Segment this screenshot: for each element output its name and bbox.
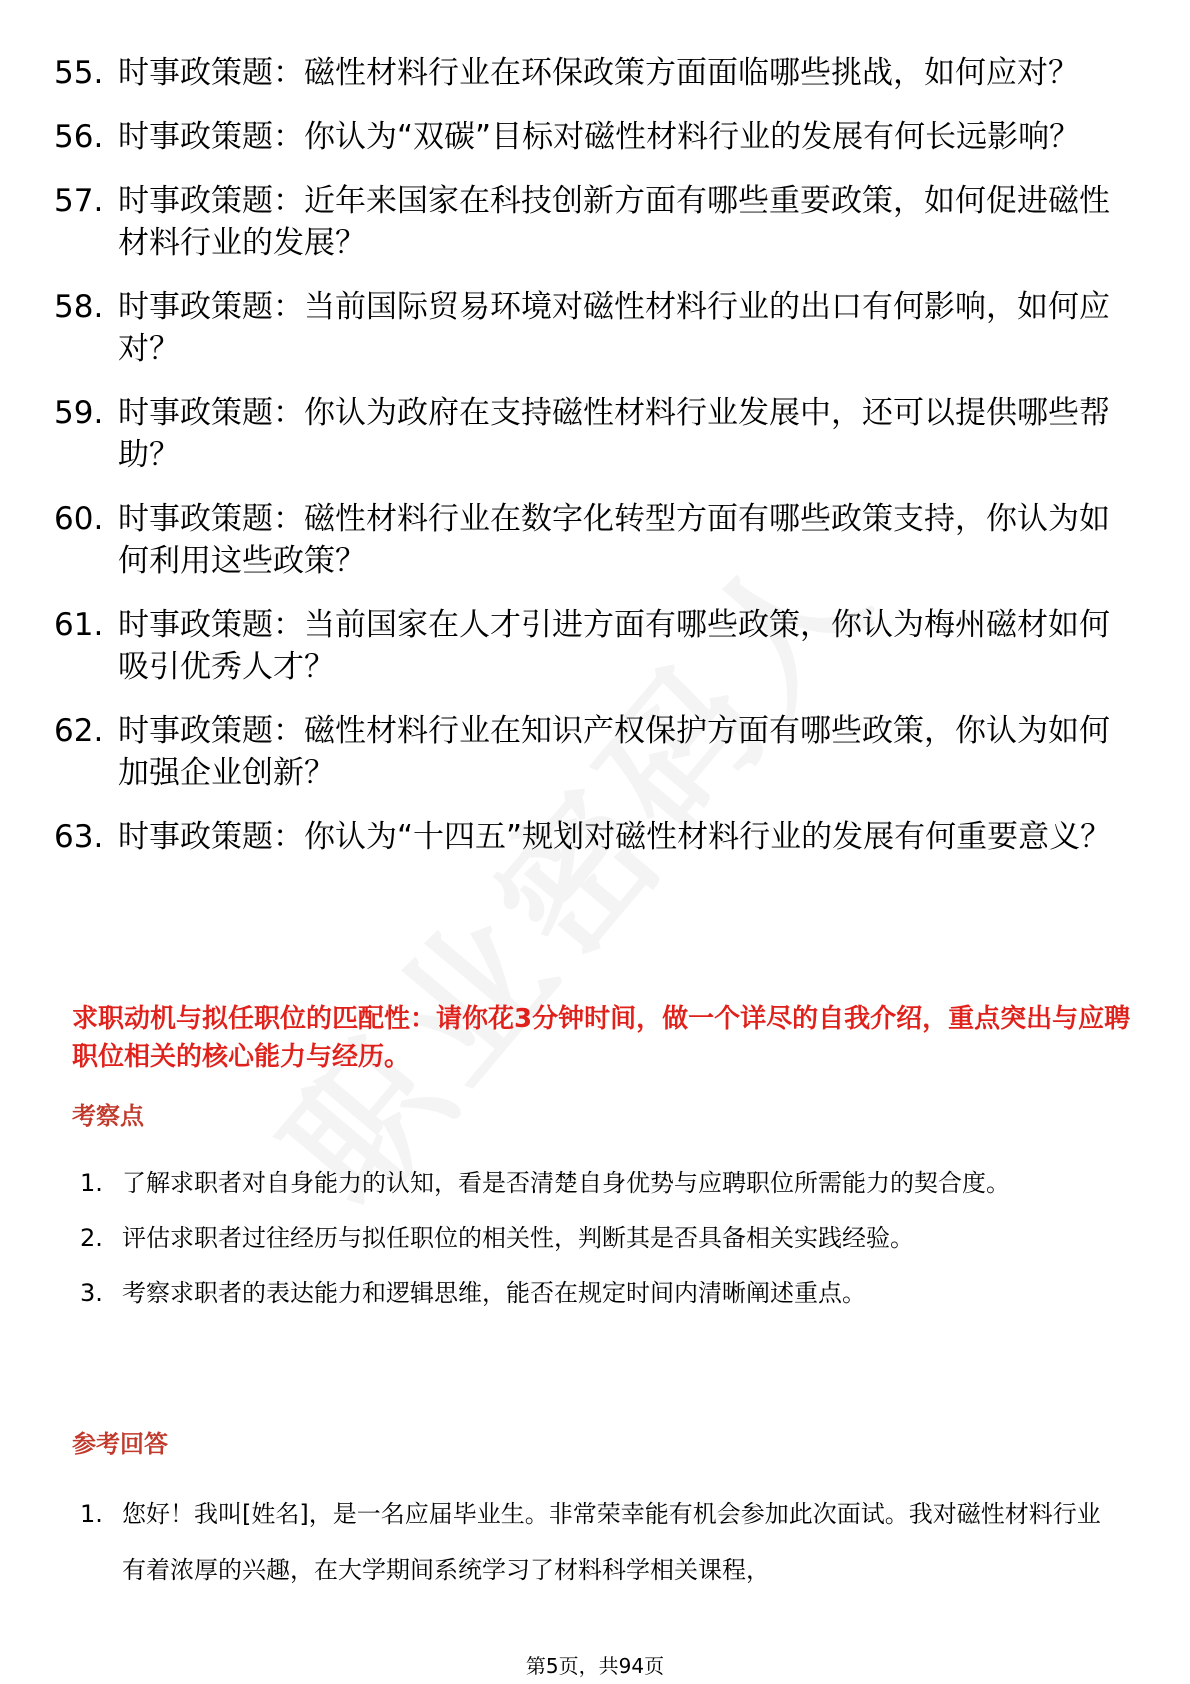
question-number: 63. xyxy=(54,819,104,855)
question-item xyxy=(54,180,1134,264)
question-text: 时事政策题：当前国家在人才引进方面有哪些政策，你认为梅州磁材如何吸引优秀人才？ xyxy=(118,607,1110,685)
question-number: 57. xyxy=(54,183,104,219)
question-number: 55. xyxy=(54,55,104,91)
list-item xyxy=(80,1156,1120,1211)
question-number: 56. xyxy=(54,119,104,155)
question-number: 58. xyxy=(54,289,104,325)
question-text: 时事政策题：磁性材料行业在环保政策方面面临哪些挑战，如何应对？ xyxy=(118,55,1079,91)
question-item xyxy=(54,816,1134,858)
question-text: 时事政策题：磁性材料行业在数字化转型方面有哪些政策支持，你认为如何利用这些政策？ xyxy=(118,501,1110,579)
question-text: 时事政策题：近年来国家在科技创新方面有哪些重要政策，如何促进磁性材料行业的发展？ xyxy=(118,183,1110,261)
question-item xyxy=(54,604,1134,688)
question-number: 62. xyxy=(54,713,104,749)
question-item xyxy=(54,116,1134,158)
list-text: 考察求职者的表达能力和逻辑思维，能否在规定时间内清晰阐述重点。 xyxy=(122,1279,866,1307)
question-item xyxy=(54,498,1134,582)
list-item xyxy=(80,1211,1120,1266)
question-text: 时事政策题：你认为政府在支持磁性材料行业发展中，还可以提供哪些帮助？ xyxy=(118,395,1110,473)
interview-prompt: 求职动机与拟任职位的匹配性：请你花3分钟时间，做一个详尽的自我介绍，重点突出与应聘职位相关的核心能力与经历。 xyxy=(72,1004,1131,1072)
question-text: 时事政策题：你认为“双碳”目标对磁性材料行业的发展有何长远影响？ xyxy=(118,119,1081,155)
answer-section-title: 参考回答 xyxy=(72,1430,168,1458)
observe-list xyxy=(80,1156,1120,1321)
list-number: 1. xyxy=(80,1169,103,1197)
question-item xyxy=(54,392,1134,476)
question-number: 60. xyxy=(54,501,104,537)
question-item xyxy=(54,52,1134,94)
page-footer: 第5页，共94页 xyxy=(525,1654,665,1678)
list-text: 了解求职者对自身能力的认知，看是否清楚自身优势与应聘职位所需能力的契合度。 xyxy=(122,1169,1010,1197)
list-text: 评估求职者过往经历与拟任职位的相关性，判断其是否具备相关实践经验。 xyxy=(122,1224,914,1252)
list-item xyxy=(80,1486,1120,1598)
list-number: 1. xyxy=(80,1500,103,1528)
list-number: 3. xyxy=(80,1279,103,1307)
question-item xyxy=(54,710,1134,794)
question-item xyxy=(54,286,1134,370)
answer-list xyxy=(80,1486,1120,1598)
question-list xyxy=(54,52,1134,880)
question-text: 时事政策题：当前国际贸易环境对磁性材料行业的出口有何影响，如何应对？ xyxy=(118,289,1110,367)
list-number: 2. xyxy=(80,1224,103,1252)
observe-section-title: 考察点 xyxy=(72,1102,144,1130)
question-number: 61. xyxy=(54,607,104,643)
question-text: 时事政策题：你认为“十四五”规划对磁性材料行业的发展有何重要意义？ xyxy=(118,819,1112,855)
question-number: 59. xyxy=(54,395,104,431)
list-item xyxy=(80,1266,1120,1321)
list-text: 您好！我叫[姓名]，是一名应届毕业生。非常荣幸能有机会参加此次面试。我对磁性材料行业有着浓厚的兴趣，在大学期间系统学习了材料科学相关课程， xyxy=(122,1500,1101,1584)
question-text: 时事政策题：磁性材料行业在知识产权保护方面有哪些政策，你认为如何加强企业创新？ xyxy=(118,713,1110,791)
